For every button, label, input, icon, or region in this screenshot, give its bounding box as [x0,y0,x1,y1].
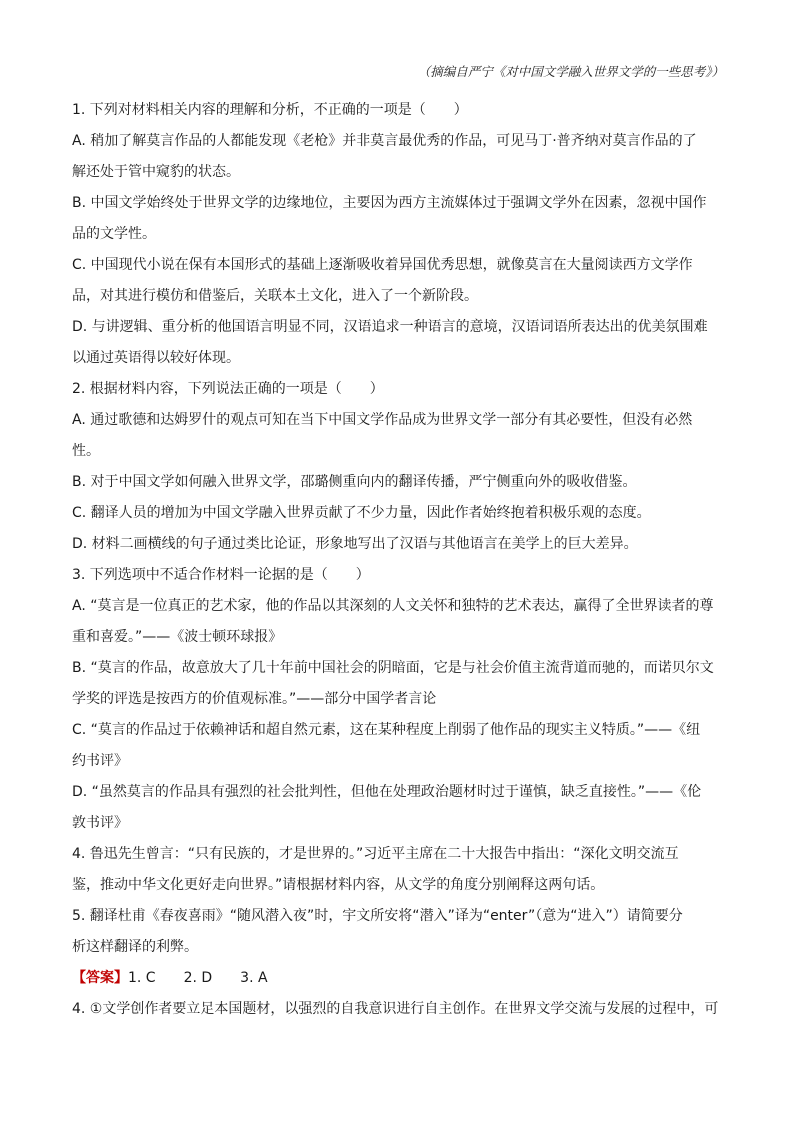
question-content [72,95,724,1025]
text-line: 3. 下列选项中不适合作材料一论据的是（ ） [72,567,370,583]
text-line: 以通过英语得以较好体现。 [72,350,240,366]
text-line: 解还处于管中窥豹的状态。 [72,164,240,180]
text-line: 鉴，推动中华文化更好走向世界。”请根据材料内容，从文学的角度分别阐释这两句话。 [72,877,605,893]
source-citation: （摘编自严宁《对中国文学融入世界文学的一些思考》） [417,64,724,79]
answer-tag: 【答案】 [72,970,128,986]
text-line: A. 通过歌德和达姆罗什的观点可知在当下中国文学作品成为世界文学一部分有其必要性，但没有必然 [72,412,693,428]
text-line: C. 中国现代小说在保有本国形式的基础上逐渐吸收着异国优秀思想，就像莫言在大量阅读西方文学作 [72,257,693,273]
answer-items: 1. C 2. D 3. A [128,970,268,986]
text-line: A. “莫言是一位真正的艺术家，他的作品以其深刻的人文关怀和独特的艺术表达，赢得了全世界读者的尊 [72,598,714,614]
answer-line [72,963,724,994]
text-line: 学奖的评选是按西方的价值观标准。”——部分中国学者言论 [72,691,437,707]
text-line: A. 稍加了解莫言作品的人都能发现《老枪》并非莫言最优秀的作品，可见马丁·普齐纳对莫言作品的了 [72,133,697,149]
text-line: 5. 翻译杜甫《春夜喜雨》“随风潜入夜”时，宇文所安将“潜入”译为“enter”（意为“进入”）请简要分 [72,908,683,924]
text-line: B. 中国文学始终处于世界文学的边缘地位，主要因为西方主流媒体过于强调文学外在因素，忽视中国作 [72,195,707,211]
text-line: 1. 下列对材料相关内容的理解和分析，不正确的一项是（ ） [72,102,468,118]
text-line: C. 翻译人员的增加为中国文学融入世界贡献了不少力量，因此作者始终抱着积极乐观的态度。 [72,505,651,521]
text-line: 4. 鲁迅先生曾言：“只有民族的，才是世界的。”习近平主席在二十大报告中指出：“深化文明交流互 [72,846,679,862]
text-line: D. 材料二画横线的句子通过类比论证，形象地写出了汉语与其他语言在美学上的巨大差异。 [72,536,638,552]
text-line: 敦书评》 [72,815,128,831]
text-line: 性。 [72,443,100,459]
text-line: 2. 根据材料内容，下列说法正确的一项是（ ） [72,381,384,397]
text-line: 重和喜爱。”——《波士顿环球报》 [72,629,283,645]
text-line: 品，对其进行模仿和借鉴后，关联本土文化，进入了一个新阶段。 [72,288,478,304]
text-line: 析这样翻译的利弊。 [72,939,198,955]
text-line: B. 对于中国文学如何融入世界文学，邵璐侧重向内的翻译传播，严宁侧重向外的吸收借鉴。 [72,474,637,490]
text-line: 4. ①文学创作者要立足本国题材，以强烈的自我意识进行自主创作。在世界文学交流与发展的过程中，可 [72,1001,719,1017]
text-line: 品的文学性。 [72,226,156,242]
text-line: 约书评》 [72,753,128,769]
text-line: B. “莫言的作品，故意放大了几十年前中国社会的阴暗面，它是与社会价值主流背道而驰的，而诺贝尔文 [72,660,714,676]
text-line: D. “虽然莫言的作品具有强烈的社会批判性，但他在处理政治题材时过于谨慎，缺乏直接性。”——《伦 [72,784,702,800]
text-line: C. “莫言的作品过于依赖神话和超自然元素，这在某种程度上削弱了他作品的现实主义特质。”——《纽 [72,722,701,738]
text-line: D. 与讲逻辑、重分析的他国语言明显不同，汉语追求一种语言的意境，汉语词语所表达出的优美氛围难 [72,319,708,335]
